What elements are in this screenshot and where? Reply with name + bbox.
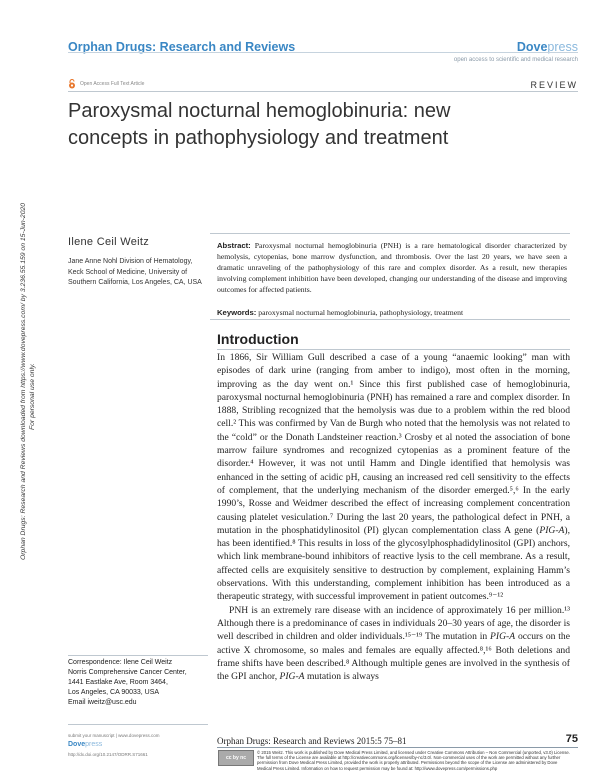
abstract-text: Paroxysmal nocturnal hemoglobinuria (PNH) is a rare hematological disorder characterized by hemolysis, cytopenias, bone marrow dysfunction, and thrombosis. Over the last 20 years, we have seen a dramatic unraveling of the pathophysiology of this rare and complex disorder. As a result, new therapies involving complement inhibition have been developed, changing our understanding of the disease and improving outcomes for affected patients. — [217, 241, 567, 295]
paragraph-text: ¹ Since this first published case of hemoglobinuria, paroxysmal nocturnal hemoglobinuria (PNH) has remained a rare and complex disorder. In 1888, Stribling recognized that the hemolysis was due to a problem within the red blood cell.² This was confirmed by Van de Burgh who noted that the hemolysis was not related to the “cold” or the Donath Landsteiner reaction.³ Crosby et al noted the association of bone marrow failure syndromes and recognized cytopenias as a prominent feature of the disorder.⁴ However, it was not until Hamm and Dingle identified that hemolysis was enhanced in the setting of acidic pH, causing an increased red cell sensitivity to the effects of complement, that the underlying mechanism of the disorder emerged.⁵,⁶ In the early 1990’s, Rosse and Weidmer described the effect of increasing complement concentration causing platelet vesiculation.⁷ During the last 20 years, the pathological defect in PNH, a mutation in the phosphatidylinositol (PI) glycan complementation class A gene ( — [217, 378, 571, 536]
correspondence-address-line: Norris Comprehensive Cancer Center, — [68, 669, 187, 676]
paragraph — [217, 351, 570, 604]
paragraph-text: ), has been identified.⁸ This results in loss of the glycosylphosphadidylinositol (GPI) anchors, which link membrane-bound inhibitors of reactive lysis to the cell membrane. As a result, affected cells are exquisitely sensitive to destruction by complement, explaining Hamm’s observations. With this understanding, complement inhibition has been introduced as a therapeutic strategy, with successful improvement in patient outcomes.⁹⁻¹² — [217, 524, 570, 603]
paragraph-text: In 1866, Sir William Gull described a case of a young “anaemic looking” man with episodes of dark urine (ranging from amber to indigo), most often in the morning, improving as the day went on. — [217, 352, 570, 390]
article-title: Paroxysmal nocturnal hemoglobinuria: new concepts in pathophysiology and treatment — [68, 100, 451, 149]
doi-link[interactable]: http://dx.doi.org/10.2147/ODRR.S71661 — [68, 752, 148, 757]
footer-left-divider — [68, 724, 208, 725]
author-affiliation: Jane Anne Nohl Division of Hematology, Keck School of Medicine, University of Southern California, Los Angeles, CA, USA — [68, 258, 202, 286]
author-name: Ilene Ceil Weitz — [68, 236, 150, 248]
publisher-name-light: press — [547, 40, 578, 54]
correspondence-email[interactable]: Email iweitz@usc.edu — [68, 699, 137, 706]
footer-publisher-logo — [68, 741, 102, 748]
submit-manuscript-link[interactable]: submit your manuscript | www.dovepress.com — [68, 733, 160, 738]
keywords-label: Keywords: — [217, 308, 257, 317]
section-divider — [217, 349, 570, 350]
keywords-text: paroxysmal nocturnal hemoglobinuria, pathophysiology, treatment — [258, 308, 464, 317]
page-number: 75 — [565, 733, 578, 745]
correspondence-address-line: Los Angeles, CA 90033, USA — [68, 689, 160, 696]
download-watermark — [17, 130, 39, 560]
open-access-row — [68, 79, 144, 89]
footer-publisher-light: press — [85, 741, 103, 748]
footer-publisher-bold: Dove — [68, 741, 86, 748]
footer-divider — [217, 747, 578, 748]
gene-name: PIG-A — [490, 631, 516, 643]
publisher-name-bold: Dove — [516, 40, 548, 54]
correspondence-divider — [68, 655, 208, 656]
download-watermark-line1: Orphan Drugs: Research and Reviews downloaded from https://www.dovepress.com/ by 3.236.55.159 on 15-Jun-2020 — [20, 202, 27, 560]
article-type: REVIEW — [530, 80, 578, 90]
footer-citation: Orphan Drugs: Research and Reviews 2015:5 75–81 — [217, 736, 407, 746]
body-text — [217, 351, 570, 683]
correspondence-label: Correspondence: Ilene Ceil Weitz — [68, 659, 173, 666]
section-heading-introduction: Introduction — [217, 331, 299, 347]
gene-name: PIG-A — [279, 671, 305, 683]
paragraph-text: PNH is an extremely rare disease with an incidence of approximately 16 per million.¹³ Although there is a predominance of cases in individuals 20–30 years of age, the disorder is well described in children and older individuals.¹⁵⁻¹⁹ The mutation in — [217, 604, 570, 643]
gene-name: PIG-A — [539, 524, 565, 536]
license-text: © 2015 Weitz. This work is published by Dove Medical Press Limited, and licensed under Creative Commons Attribution – Non Commercial (unported, v3.0) License. The full terms of the License are available at http://creativecommons.org/licenses/by-nc/3.0/. Non-commercial uses of the work are permitted without any further permission from Dove Medical Press Limited, provided the work is properly attributed. Permissions beyond the scope of the License are administered by Dove Medical Press Limited. Information on how to request permission may be found at: http://www.dovepress.com/permissions.php — [257, 750, 571, 771]
keywords — [217, 307, 567, 318]
article-type-divider — [68, 91, 578, 92]
cc-label: cc by nc — [225, 755, 246, 761]
paragraph-text: mutation is always — [304, 671, 379, 683]
creative-commons-badge — [218, 750, 254, 766]
header-divider — [68, 52, 578, 53]
publisher-tagline: open access to scientific and medical research — [453, 57, 578, 63]
download-watermark-line2: For personal use only. — [29, 363, 36, 430]
correspondence — [68, 658, 213, 708]
journal-title: Orphan Drugs: Research and Reviews — [68, 40, 296, 54]
paragraph — [217, 604, 570, 684]
open-access-lock-icon — [68, 79, 76, 89]
abstract-label: Abstract: — [217, 241, 251, 250]
abstract — [217, 240, 567, 295]
open-access-label: Open Access Full Text Article — [80, 81, 145, 87]
correspondence-address-line: 1441 Eastlake Ave, Room 3464, — [68, 679, 168, 686]
paragraph-text: occurs on the active X chromosome, so males and females are equally affected.⁸,¹⁶ Both deletions and frame shifts have been described.⁸ Although multiple genes are involved in the synthesis of the GPI anchor, — [217, 631, 570, 683]
